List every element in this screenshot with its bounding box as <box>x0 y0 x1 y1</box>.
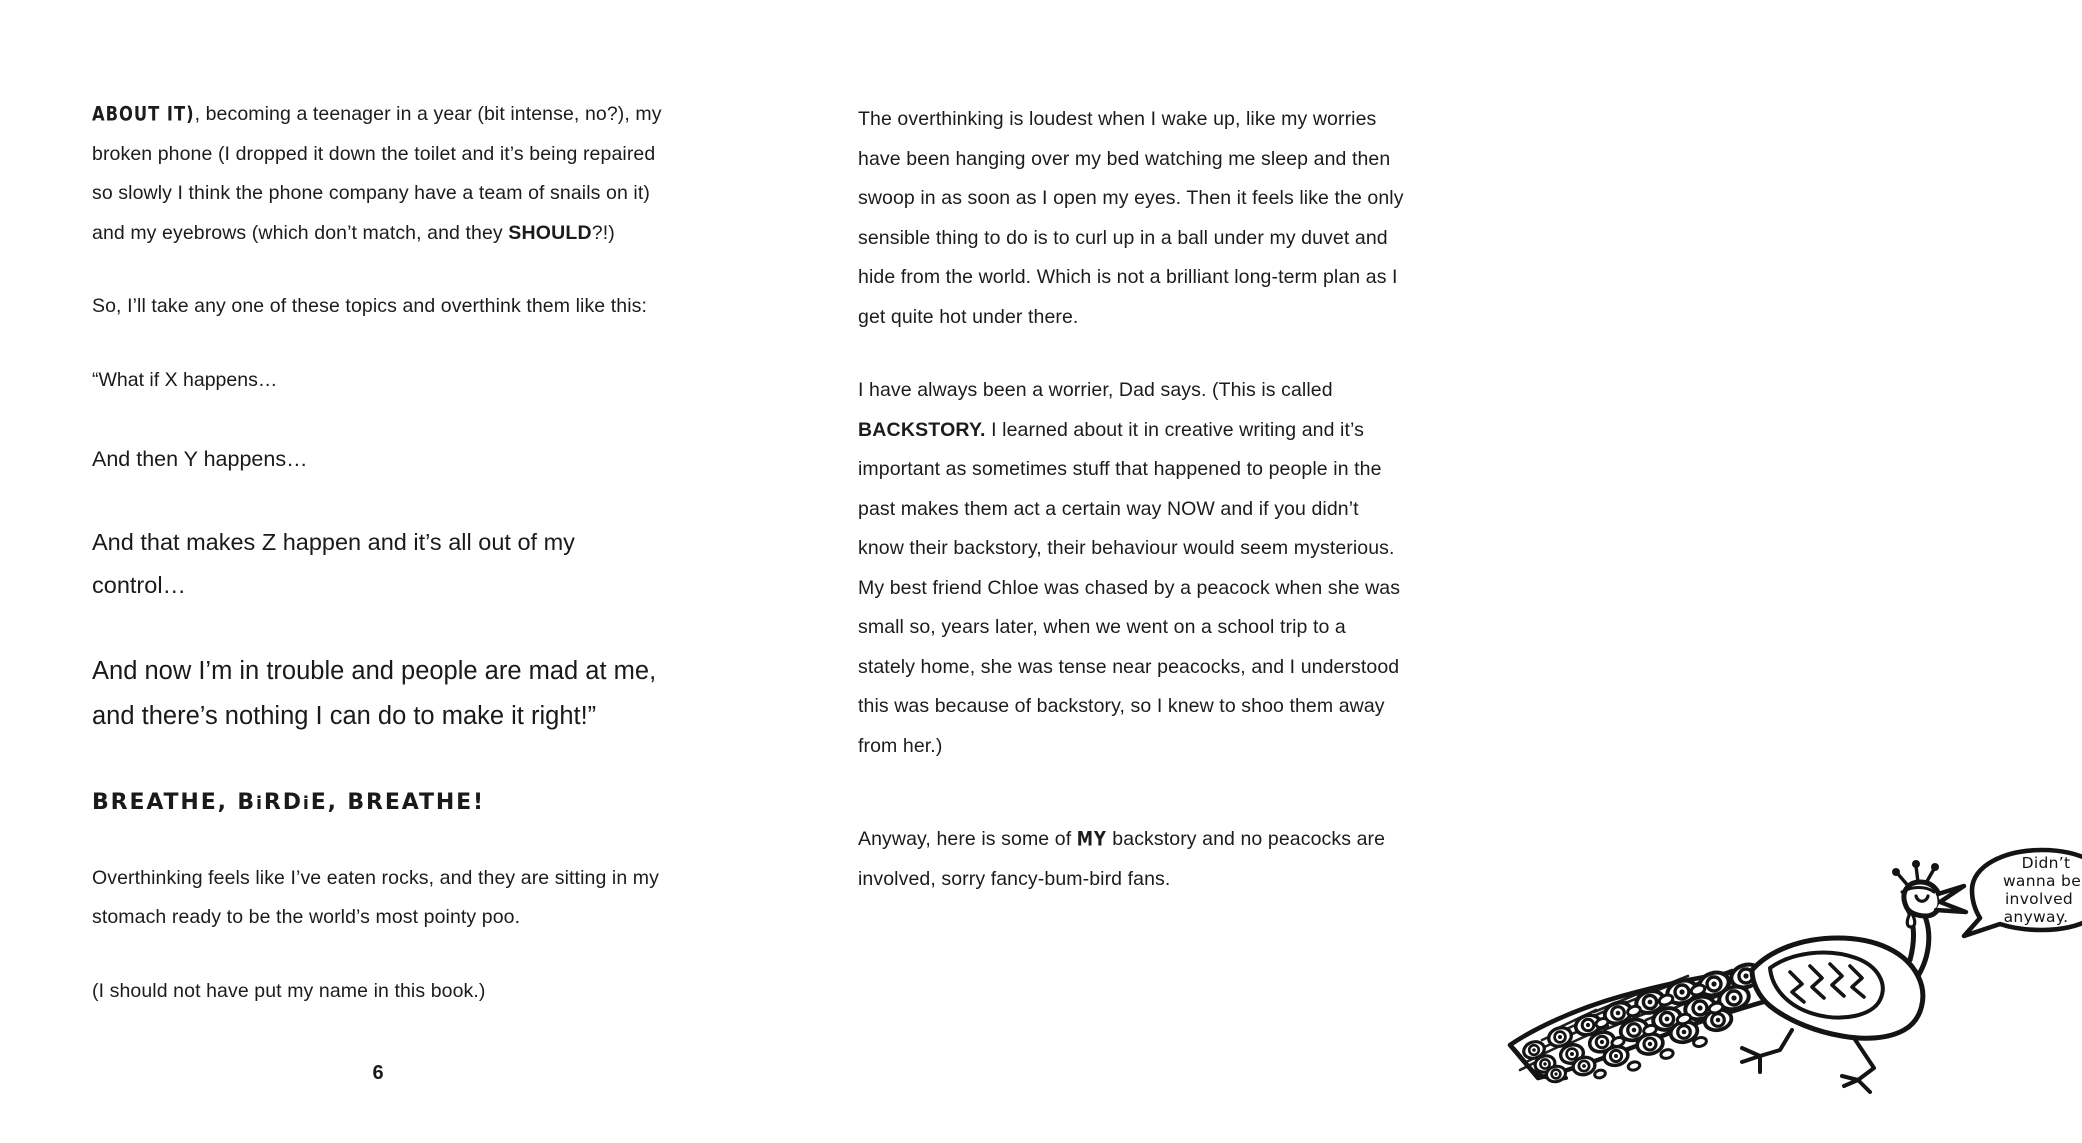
run-should-tail: ?!) <box>591 221 615 244</box>
run-anyway-rest: backstory and no peacocks are involved, sorry fancy-bum-bird fans. <box>858 828 1386 890</box>
paragraph-anyway <box>858 820 1406 899</box>
run-should-bold: SHOULD <box>508 221 592 244</box>
run-backstory-lead: I have always been a worrier, Dad says. (This is called <box>858 379 1333 401</box>
overthink-line-3: And that makes Z happen and it’s all out of my control… <box>92 529 575 598</box>
shout-part-2: RD <box>263 790 303 815</box>
paragraph-rocks: Overthinking feels like I’ve eaten rocks, and they are sitting in my stomach ready to be the world’s most pointy poo. <box>92 866 659 928</box>
page-number: 6 <box>372 1062 384 1084</box>
shout-run-about-it: ABOUT IT) <box>92 103 195 126</box>
left-page <box>0 0 750 1143</box>
peacock-illustration <box>1502 854 2082 1115</box>
run-anyway-lead: Anyway, here is some of <box>858 828 1077 850</box>
paragraph-intro: So, I’ll take any one of these topics and overthink them like this: <box>92 295 647 317</box>
bubble-line-2: wanna be <box>2002 872 2082 890</box>
run-backstory-bold: BACKSTORY. <box>858 418 986 441</box>
run-backstory-rest: I learned about it in creative writing and it’s important as sometimes stuff that happened to people in the past makes them act a certain way NOW and if you didn’t know their backstory, their behaviour would seem mysterious. My best friend Chloe was chased by a peacock when she was small so, years later, when we went on a school trip to a stately home, she was tense near peacocks, and I understood this was because of backstory, so I knew to shoo them away from her.) <box>858 418 1401 757</box>
paragraph-spacer <box>858 800 1406 820</box>
paragraph-name-in-book: (I should not have put my name in this book.) <box>92 979 486 1002</box>
bubble-line-4: anyway. <box>2003 908 2069 926</box>
bubble-line-3: involved <box>2004 890 2074 908</box>
right-page-text-column <box>858 100 1406 899</box>
left-page-text-column <box>92 95 664 1011</box>
run-continuation-plain: , becoming a teenager in a year (bit intense, no?), my broken phone (I dropped it down the toilet and it’s being repaired so slowly I think the phone company have a team of snails on it) and my eyebrows (which don’t match, and they <box>92 103 662 244</box>
paragraph-morning-overthinking: The overthinking is loudest when I wake up, like my worries have been hanging over my bed watching me sleep and then swoop in as soon as I open my eyes. Then it feels like the only sensible thing to do is to curl up in a ball under my duvet and hide from the world. Which is not a brilliant long-term plan as I get quite hot under there. <box>858 108 1404 328</box>
peacock-wattle <box>1907 912 1915 927</box>
shout-heading-breathe <box>92 783 664 825</box>
paragraph-backstory <box>858 371 1406 766</box>
peacock-legs <box>1742 1030 1874 1092</box>
overthink-line-4: And now I’m in trouble and people are mad at me, and there’s nothing I can do to make it right!” <box>92 657 657 730</box>
paragraph-continuation <box>92 95 664 253</box>
overthink-line-2: And then Y happens… <box>92 447 308 471</box>
bubble-line-1: Didn’t <box>2021 854 2071 872</box>
run-my-emphasis: MY <box>1076 828 1107 851</box>
shout-part-1: BREATHE, B <box>92 790 256 815</box>
peacock-beak <box>1936 886 1966 912</box>
right-page <box>750 0 2082 1143</box>
shout-part-i1: i <box>256 794 264 814</box>
peacock-neck-head <box>1904 882 1940 976</box>
shout-part-i2: i <box>302 794 311 814</box>
overthink-line-1: “What if X happens… <box>92 368 278 391</box>
shout-part-3: E, BREATHE! <box>310 790 485 815</box>
